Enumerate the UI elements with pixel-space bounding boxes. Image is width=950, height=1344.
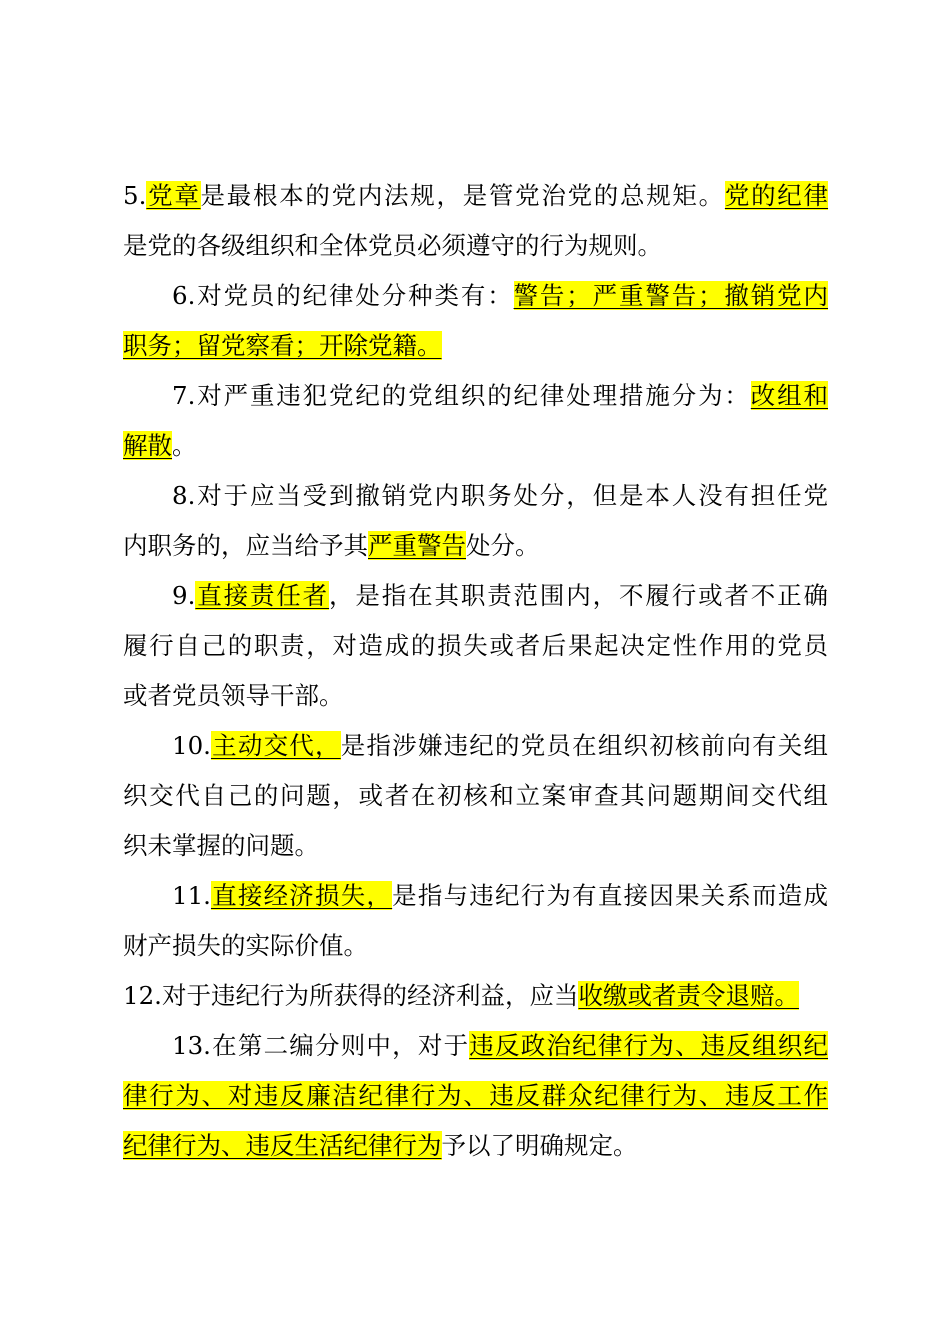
body-text: 履行自己的职责，对造成的损失或者后果起决定性作用的党员 [123,631,828,660]
body-text: 对于违纪行为所获得的经济利益，应当 [161,981,579,1010]
item-number: 12. [123,981,162,1010]
item-11-line-2 [123,926,828,966]
item-number: 7. [172,381,196,410]
highlighted-term: 党章 [146,181,201,210]
body-text: 对于应当受到撤销党内职务处分，但是本人没有担任党 [195,481,828,510]
highlighted-answer: 职务；留党察看；开除党籍。 [123,331,442,360]
body-text: 是最根本的党内法规，是管党治党的总规矩。 [200,181,725,210]
item-number: 10. [172,731,211,760]
item-8-line-1 [172,476,828,516]
body-text: 处分。 [466,531,540,560]
highlighted-answer: 纪律行为、违反生活纪律行为 [123,1131,442,1160]
item-number: 6. [172,281,196,310]
body-text: 予以了明确规定。 [441,1131,638,1160]
item-10-line-2 [123,776,828,816]
highlighted-answer: 改组和 [750,381,828,410]
item-12-line-1 [123,976,828,1016]
item-10-line-3 [123,826,828,866]
body-text: 财产损失的实际价值。 [123,931,368,960]
item-number: 9. [172,581,196,610]
body-text: 在第二编分则中，对于 [210,1031,470,1060]
highlighted-answer: 违反政治纪律行为、违反组织纪 [469,1031,829,1060]
item-6-line-1 [172,276,828,316]
item-13-line-3 [123,1126,828,1166]
highlighted-answer: 严重警告 [368,531,466,560]
highlighted-answer: 收缴或者责令退赔。 [578,981,799,1010]
item-7-line-1 [172,376,828,416]
item-8-line-2 [123,526,828,566]
highlighted-answer: 警告；严重警告；撤销党内 [513,281,829,310]
item-5-line-1 [123,176,828,216]
body-text: 织交代自己的问题，或者在初核和立案审查其问题期间交代组 [123,781,828,810]
body-text: 。 [172,431,197,460]
item-9-line-1 [172,576,828,616]
body-text: 是指涉嫌违纪的党员在组织初核前向有关组 [340,731,829,760]
item-13-line-1 [172,1026,828,1066]
item-5-line-2 [123,226,828,266]
body-text: 对严重违犯党纪的党组织的纪律处理措施分为： [195,381,751,410]
body-text: 或者党员领导干部。 [123,681,344,710]
body-text: 内职务的，应当给予其 [123,531,368,560]
item-number: 13. [172,1031,211,1060]
item-7-line-2 [123,426,828,466]
body-text: ，是指在其职责范围内，不履行或者不正确 [329,581,829,610]
highlighted-term: 党的纪律 [724,181,829,210]
body-text: 是党的各级组织和全体党员必须遵守的行为规则。 [123,231,662,260]
highlighted-term: 直接责任者 [195,581,330,610]
item-6-line-2 [123,326,828,366]
item-number: 5. [123,181,147,210]
body-text: 是指与违纪行为有直接因果关系而造成 [392,881,829,910]
body-text: 对党员的纪律处分种类有： [195,281,514,310]
item-9-line-3 [123,676,828,716]
item-13-line-2 [123,1076,828,1116]
item-number: 11. [172,881,211,910]
item-9-line-2 [123,626,828,666]
highlighted-answer: 律行为、对违反廉洁纪律行为、违反群众纪律行为、违反工作 [123,1081,828,1110]
highlighted-term: 主动交代， [210,731,341,760]
item-number: 8. [172,481,196,510]
highlighted-answer: 解散 [123,431,172,460]
highlighted-term: 直接经济损失， [210,881,393,910]
item-11-line-1 [172,876,828,916]
item-10-line-1 [172,726,828,766]
body-text: 织未掌握的问题。 [123,831,319,860]
